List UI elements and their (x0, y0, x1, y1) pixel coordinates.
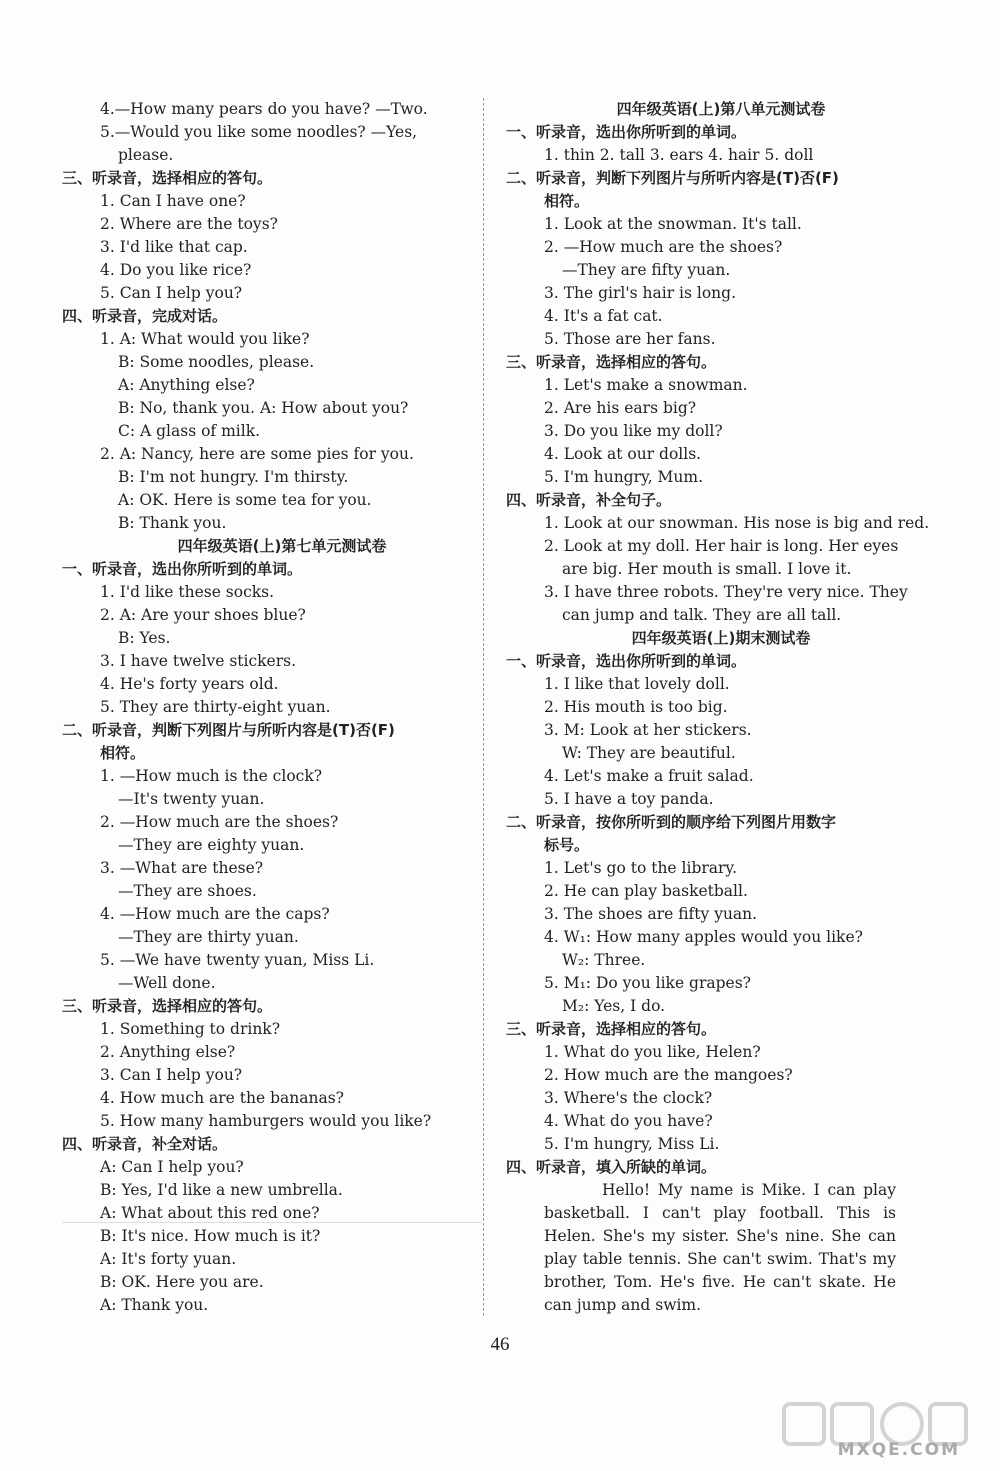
column-divider (483, 98, 484, 1316)
right-line: 相符。 (544, 192, 590, 210)
left-line: B: Thank you. (118, 514, 227, 532)
left-line: 3. I have twelve stickers. (100, 652, 297, 670)
right-line: 2. His mouth is too big. (544, 698, 728, 716)
left-line: 四、听录音，完成对话。 (62, 307, 228, 325)
right-line: —They are fifty yuan. (562, 261, 731, 279)
right-line: 四年级英语(上)第八单元测试卷 (616, 100, 826, 118)
right-line: 4. It's a fat cat. (544, 307, 663, 325)
left-line: B: I'm not hungry. I'm thirsty. (118, 468, 349, 486)
left-line: 三、听录音，选择相应的答句。 (62, 997, 273, 1015)
left-line: 3. Can I help you? (100, 1066, 243, 1084)
right-line: 5. I have a toy panda. (544, 790, 714, 808)
right-line: 2. Look at my doll. Her hair is long. Her eyes (544, 537, 899, 555)
left-line: 1. Can I have one? (100, 192, 246, 210)
left-line: B: Yes, I'd like a new umbrella. (100, 1181, 343, 1199)
right-line: 1. thin 2. tall 3. ears 4. hair 5. doll (544, 146, 814, 164)
right-column (506, 98, 930, 1317)
right-line: 二、听录音，按你所听到的顺序给下列图片用数字 (506, 813, 837, 831)
left-line: 1. —How much is the clock? (100, 767, 323, 785)
left-line: —They are eighty yuan. (118, 836, 305, 854)
left-line: —Well done. (118, 974, 216, 992)
right-line: 2. Are his ears big? (544, 399, 697, 417)
left-line: A: Can I help you? (100, 1158, 244, 1176)
left-line: 3. I'd like that cap. (100, 238, 248, 256)
left-line: 2. Anything else? (100, 1043, 236, 1061)
left-line: 1. I'd like these socks. (100, 583, 275, 601)
right-line: 2. How much are the mangoes? (544, 1066, 793, 1084)
right-line: 四年级英语(上)期末测试卷 (631, 629, 811, 647)
left-line: 1. Something to drink? (100, 1020, 280, 1038)
right-line: 四、听录音，填入所缺的单词。 (506, 1158, 717, 1176)
left-line: 5.—Would you like some noodles? —Yes, (100, 123, 418, 141)
right-line: 二、听录音，判断下列图片与所听内容是(T)否(F) (506, 169, 839, 187)
right-line: 4. What do you have? (544, 1112, 713, 1130)
left-line: 相符。 (100, 744, 146, 762)
right-line: 5. I'm hungry, Mum. (544, 468, 704, 486)
left-line: 三、听录音，选择相应的答句。 (62, 169, 273, 187)
left-line: A: Thank you. (100, 1296, 209, 1314)
right-line: 2. —How much are the shoes? (544, 238, 783, 256)
right-line: 3. M: Look at her stickers. (544, 721, 752, 739)
left-line: B: It's nice. How much is it? (100, 1227, 321, 1245)
left-line: 4. —How much are the caps? (100, 905, 330, 923)
left-line: B: Yes. (118, 629, 171, 647)
left-line: 一、听录音，选出你所听到的单词。 (62, 560, 303, 578)
left-line: 5. Can I help you? (100, 284, 243, 302)
right-line: 标号。 (544, 836, 590, 854)
left-line: 4. He's forty years old. (100, 675, 279, 693)
right-line: 4. Let's make a fruit salad. (544, 767, 754, 785)
left-line: 4. How much are the bananas? (100, 1089, 344, 1107)
left-line: please. (118, 146, 174, 164)
right-line: 2. He can play basketball. (544, 882, 748, 900)
left-line: 3. —What are these? (100, 859, 264, 877)
left-line: 2. A: Nancy, here are some pies for you. (100, 445, 414, 463)
page-number: 46 (490, 1334, 510, 1355)
right-line: 三、听录音，选择相应的答句。 (506, 1020, 717, 1038)
left-line: A: OK. Here is some tea for you. (118, 491, 372, 509)
left-line: —It's twenty yuan. (118, 790, 265, 808)
left-line: 2. Where are the toys? (100, 215, 278, 233)
right-line: M₂: Yes, I do. (562, 997, 666, 1015)
left-line: A: Anything else? (118, 376, 255, 394)
right-line: 1. What do you like, Helen? (544, 1043, 761, 1061)
right-line: 5. I'm hungry, Miss Li. (544, 1135, 720, 1153)
left-line: A: It's forty yuan. (100, 1250, 237, 1268)
left-column (62, 98, 462, 1317)
left-line: C: A glass of milk. (118, 422, 261, 440)
right-line: 三、听录音，选择相应的答句。 (506, 353, 717, 371)
right-line: 5. M₁: Do you like grapes? (544, 974, 751, 992)
watermark-text: MXQE.COM (837, 1440, 960, 1460)
right-line: 5. Those are her fans. (544, 330, 716, 348)
left-line: A: What about this red one? (100, 1204, 320, 1222)
right-line: 一、听录音，选出你所听到的单词。 (506, 652, 747, 670)
left-line: 2. —How much are the shoes? (100, 813, 339, 831)
right-line: 3. Do you like my doll? (544, 422, 723, 440)
left-line: B: Some noodles, please. (118, 353, 315, 371)
right-line: 1. I like that lovely doll. (544, 675, 730, 693)
right-line: 1. Let's go to the library. (544, 859, 738, 877)
right-line: 四、听录音，补全句子。 (506, 491, 672, 509)
left-line: —They are thirty yuan. (118, 928, 299, 946)
left-line: 四、听录音，补全对话。 (62, 1135, 228, 1153)
left-line: B: No, thank you. A: How about you? (118, 399, 409, 417)
left-line: 5. They are thirty-eight yuan. (100, 698, 331, 716)
right-line: can jump and talk. They are all tall. (562, 606, 842, 624)
right-line: are big. Her mouth is small. I love it. (562, 560, 852, 578)
right-line: 4. Look at our dolls. (544, 445, 702, 463)
left-line: 二、听录音，判断下列图片与所听内容是(T)否(F) (62, 721, 395, 739)
right-line: W₂: Three. (562, 951, 646, 969)
right-line: 1. Let's make a snowman. (544, 376, 748, 394)
right-line: 3. The girl's hair is long. (544, 284, 737, 302)
right-line: 1. Look at our snowman. His nose is big and red. (544, 514, 930, 532)
left-line: —They are shoes. (118, 882, 257, 900)
listening-paragraph: Hello! My name is Mike. I can play basketball. I can't play football. This is Helen. She's my sister. She's nine. She can play table tennis. She can't swim. That's my brother, Tom. He's five. He can't skate. He can jump and swim. (544, 1181, 896, 1314)
left-line: 5. How many hamburgers would you like? (100, 1112, 432, 1130)
right-line: 3. The shoes are fifty yuan. (544, 905, 758, 923)
right-line: 一、听录音，选出你所听到的单词。 (506, 123, 747, 141)
right-line: 3. Where's the clock? (544, 1089, 713, 1107)
right-line: W: They are beautiful. (562, 744, 736, 762)
left-line: 4. Do you like rice? (100, 261, 252, 279)
left-line: 1. A: What would you like? (100, 330, 310, 348)
left-line: 2. A: Are your shoes blue? (100, 606, 306, 624)
left-line: 4.—How many pears do you have? —Two. (100, 100, 428, 118)
right-line: 1. Look at the snowman. It's tall. (544, 215, 802, 233)
right-column-lines (506, 98, 930, 1179)
left-line: 5. —We have twenty yuan, Miss Li. (100, 951, 375, 969)
right-line: 4. W₁: How many apples would you like? (544, 928, 863, 946)
left-line: B: OK. Here you are. (100, 1273, 264, 1291)
left-line: 四年级英语(上)第七单元测试卷 (177, 537, 387, 555)
right-line: 3. I have three robots. They're very nice. They (544, 583, 908, 601)
